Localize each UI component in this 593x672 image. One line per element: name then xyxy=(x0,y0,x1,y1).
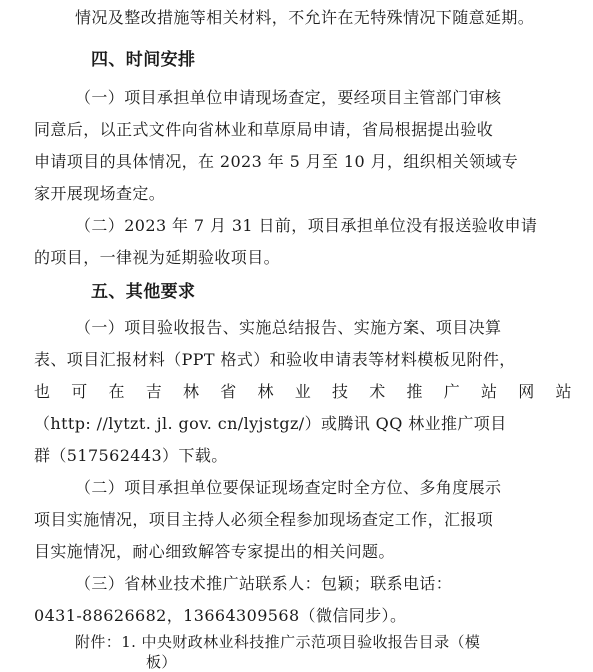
paragraph-line-justified: 也 可 在 吉 林 省 林 业 技 术 推 广 站 网 站 xyxy=(34,382,572,401)
paragraph-line: 表、项目汇报材料（PPT 格式）和验收申请表等材料模板见附件， xyxy=(34,350,516,369)
paragraph-line: 项目实施情况，项目主持人必须全程参加现场查定工作，汇报项 xyxy=(34,510,494,529)
paragraph-line: 申请项目的具体情况，在 2023 年 5 月至 10 月，组织相关领域专 xyxy=(34,152,519,171)
paragraph-line: （三）省林业技术推广站联系人：包颖；联系电话： xyxy=(75,574,453,593)
paragraph-line: （http: //lytzt. jl. gov. cn/lyjstgz/）或腾讯 QQ 林业推广项目 xyxy=(34,414,507,433)
paragraph-line: （二）2023 年 7 月 31 日前，项目承担单位没有报送验收申请 xyxy=(75,216,538,235)
paragraph-line: 目实施情况，耐心细致解答专家提出的相关问题。 xyxy=(34,542,395,561)
paragraph-line: 群（517562443）下载。 xyxy=(34,446,228,465)
paragraph-line: （二）项目承担单位要保证现场查定时全方位、多角度展示 xyxy=(75,478,502,497)
section-heading-schedule: 四、时间安排 xyxy=(91,50,196,70)
attachment-line: 附件：1. 中央财政林业科技推广示范项目验收报告目录（模 xyxy=(75,633,481,651)
section-heading-other-requirements: 五、其他要求 xyxy=(91,282,196,302)
paragraph-line: （一）项目承担单位申请现场查定，要经项目主管部门审核 xyxy=(75,88,502,107)
paragraph-line: （一）项目验收报告、实施总结报告、实施方案、项目决算 xyxy=(75,318,502,337)
paragraph-line: 同意后，以正式文件向省林业和草原局申请，省局根据提出验收 xyxy=(34,120,494,139)
paragraph-line: 0431-88626682，13664309568（微信同步）。 xyxy=(34,606,407,625)
attachment-line-continuation: 板） xyxy=(146,653,177,671)
paragraph-line: 的项目，一律视为延期验收项目。 xyxy=(34,248,281,267)
paragraph-line: 情况及整改措施等相关材料，不允许在无特殊情况下随意延期。 xyxy=(75,8,535,27)
paragraph-line: 家开展现场查定。 xyxy=(34,184,166,203)
